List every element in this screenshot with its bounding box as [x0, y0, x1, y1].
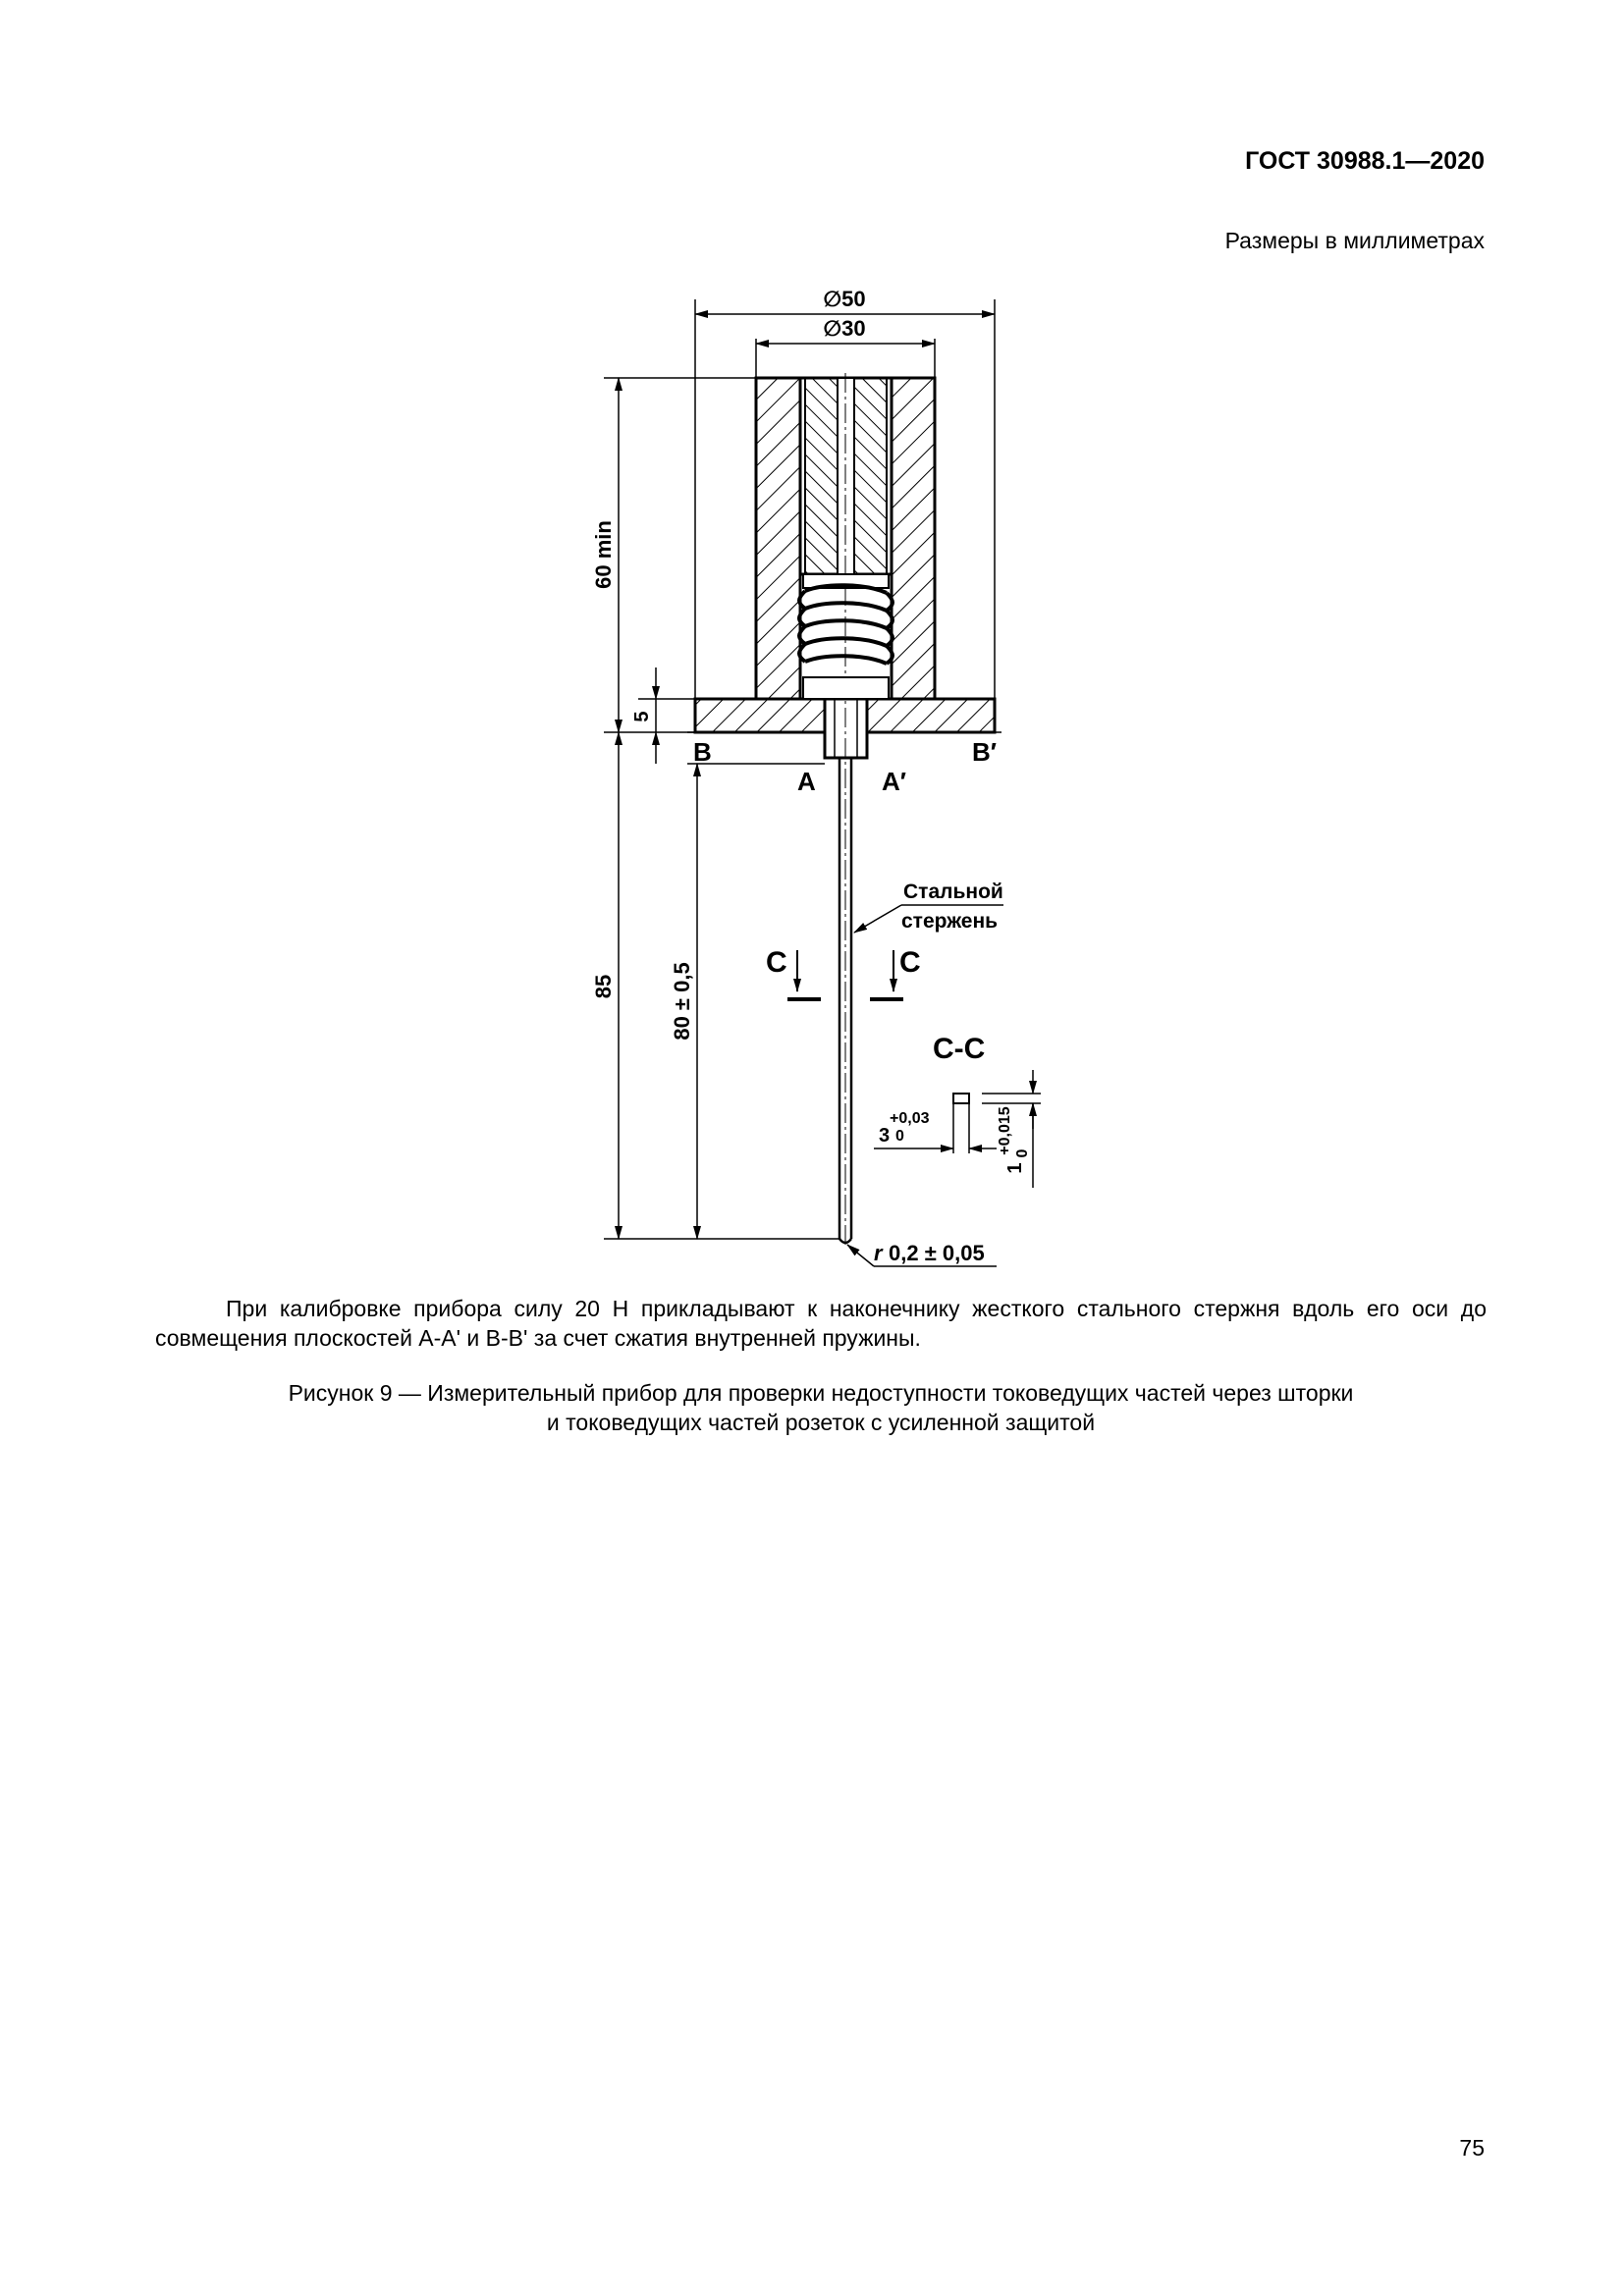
section-mark-left: C — [766, 946, 787, 979]
label-a-prime: A′ — [882, 767, 907, 796]
rod-callout-line1: Стальной — [903, 881, 1003, 903]
page-number: 75 — [1459, 2135, 1485, 2161]
dim-total-length: 85 — [591, 974, 616, 999]
dim-rod-length: 80 ± 0,5 — [670, 962, 694, 1041]
dim-flange-thickness: 5 — [631, 711, 653, 722]
standard-code: ГОСТ 30988.1—2020 — [1245, 147, 1485, 175]
inner-plunger — [800, 373, 892, 1247]
tip-radius-value: 0,2 ± 0,05 — [889, 1241, 985, 1265]
section-width-base: 3 — [879, 1125, 891, 1147]
section-thickness-base: 1 — [1004, 1162, 1026, 1174]
dim-outer-diameter: ∅50 — [823, 287, 866, 311]
label-b-prime: B′ — [972, 737, 998, 767]
section-mark-right: C — [899, 946, 921, 979]
figure-title — [155, 1378, 1487, 1437]
section-thickness-tol-lower: 0 — [1014, 1148, 1031, 1158]
figure-title-line1: Рисунок 9 — Измерительный прибор для проверки недоступности токоведущих частей через шторки — [288, 1380, 1354, 1406]
figure-title-line2: и токоведущих частей розеток с усиленной защитой — [546, 1410, 1096, 1435]
rod-callout-line2: стержень — [901, 910, 999, 933]
calibration-paragraph: При калибровке прибора силу 20 Н прикладывают к наконечнику жесткого стального стержня вдоль его оси до совмещения плоскостей А-А' и В-В' за счет сжатия внутренней пружины. — [155, 1296, 1487, 1351]
units-note: Размеры в миллиметрах — [1224, 228, 1485, 253]
section-thickness-tol-upper: +0,015 — [997, 1106, 1013, 1155]
section-title: C-C — [933, 1033, 986, 1065]
dim-height-min: 60 min — [591, 520, 616, 589]
label-b: B — [693, 737, 712, 767]
tip-radius-r: r — [874, 1241, 883, 1265]
section-width-tol-upper: +0,03 — [890, 1110, 930, 1127]
section-width-tol-lower: 0 — [895, 1128, 904, 1145]
label-a: A — [797, 767, 816, 796]
dim-inner-diameter: ∅30 — [823, 316, 866, 341]
